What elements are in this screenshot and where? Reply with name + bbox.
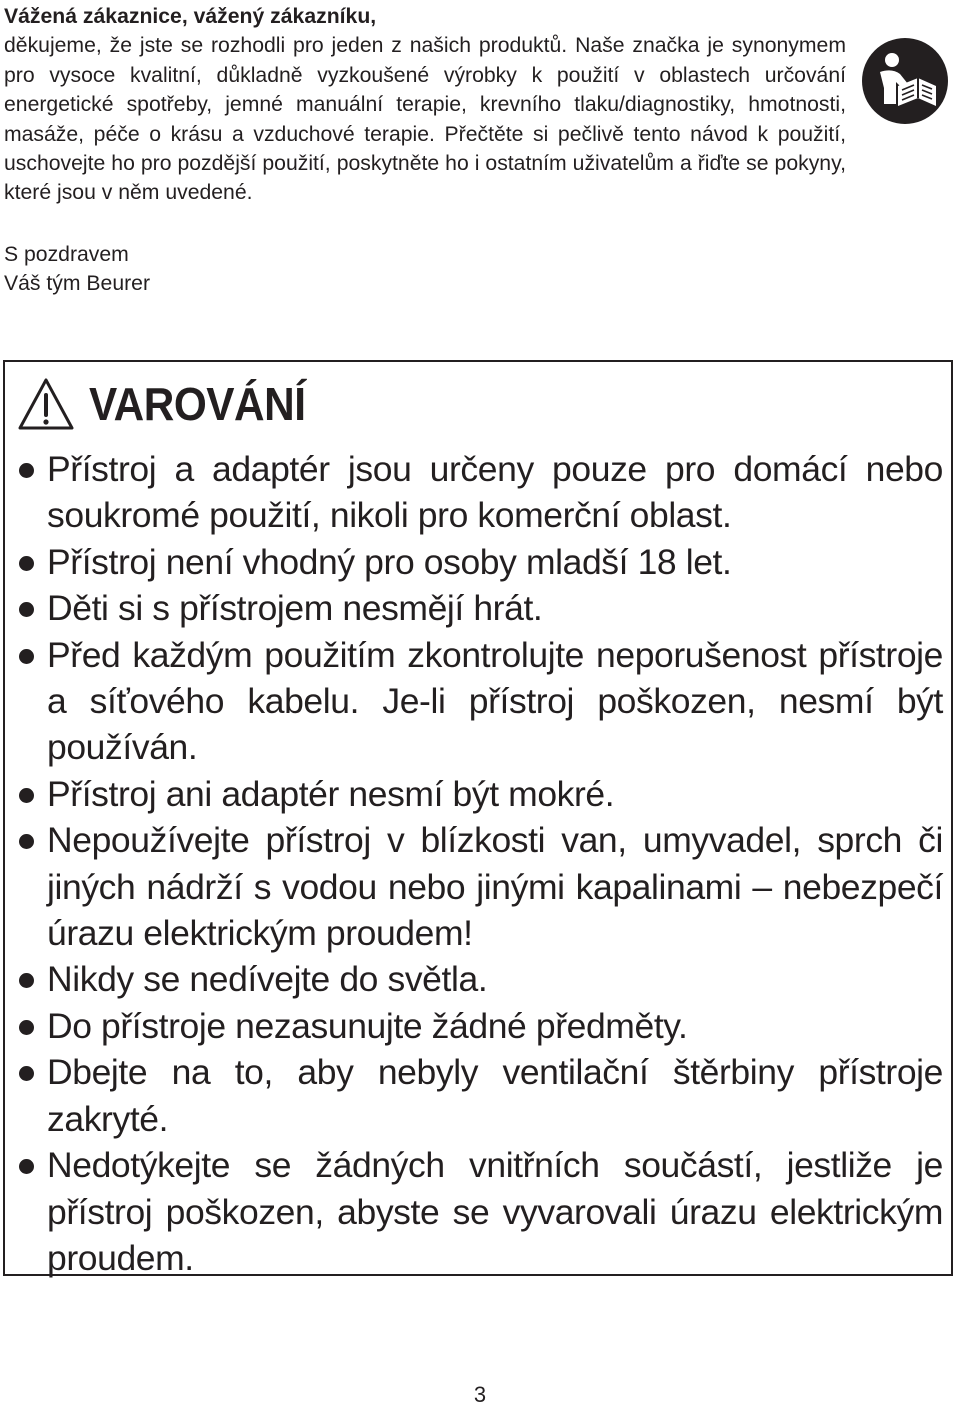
page-number: 3 <box>473 1382 487 1407</box>
warning-title: VAROVÁNÍ <box>89 378 306 430</box>
bullet-icon <box>19 463 34 478</box>
intro-heading: Vážená zákaznice, vážený zákazníku, <box>4 5 377 28</box>
intro-section <box>4 2 846 208</box>
warning-item-text: Dbejte na to, aby nebyly ventilační štěrbiny přístroje zakryté. <box>47 1052 943 1139</box>
warning-item <box>15 632 943 771</box>
bullet-icon <box>19 602 34 617</box>
bullet-icon <box>19 1020 34 1035</box>
warning-list <box>15 446 943 1281</box>
warning-item <box>15 585 943 631</box>
warning-item-text: Přístroj ani adaptér nesmí být mokré. <box>47 773 615 814</box>
greeting-line: S pozdravem <box>4 243 129 266</box>
read-manual-icon <box>862 38 948 124</box>
warning-item-text: Děti si s přístrojem nesmějí hrát. <box>47 588 543 629</box>
warning-triangle-icon <box>17 377 75 431</box>
intro-body: děkujeme, že jste se rozhodli pro jeden z našich produktů. Naše značka je synonymem pro vysoce kvalitní, důkladně vyzkoušené výrobky k použití v oblastech určování energetické spotřeby, jemné manuální terapie, krevního tlaku/diagnostiky, hmotnosti, masáže, péče o krásu a vzduchové terapie. Přečtěte si pečlivě tento návod k použití, uschovejte ho pro pozdější použití, poskytněte ho i ostatním uživatelům a řiďte se pokyny, které jsou v něm uvedené. <box>4 34 846 205</box>
warning-item-text: Nepoužívejte přístroj v blízkosti van, umyvadel, sprch či jiných nádrží s vodou nebo jinými kapalinami – nebezpečí úrazu elektrickým proudem! <box>47 820 943 954</box>
warning-item-text: Přístroj a adaptér jsou určeny pouze pro domácí nebo soukromé použití, nikoli pro komerční oblast. <box>47 449 943 536</box>
bullet-icon <box>19 788 34 803</box>
warning-item <box>15 446 943 539</box>
warning-item-text: Přístroj není vhodný pro osoby mladší 18 let. <box>47 541 732 582</box>
warning-header <box>17 374 324 434</box>
bullet-icon <box>19 973 34 988</box>
warning-item <box>15 539 943 585</box>
warning-item <box>15 1142 943 1281</box>
warning-item-text: Před každým použitím zkontrolujte neporušenost přístroje a síťového kabelu. Je-li přístroj poškozen, nesmí být používán. <box>47 634 943 768</box>
bullet-icon <box>19 649 34 664</box>
bullet-icon <box>19 556 34 571</box>
warning-item-text: Nikdy se nedívejte do světla. <box>47 959 488 1000</box>
warning-item-text: Do přístroje nezasunujte žádné předměty. <box>47 1005 688 1046</box>
warning-item-text: Nedotýkejte se žádných vnitřních součástí, jestliže je přístroj poškozen, abyste se vyvarovali úrazu elektrickým proudem. <box>47 1145 943 1278</box>
bullet-icon <box>19 1066 34 1081</box>
bullet-icon <box>19 834 34 849</box>
greeting <box>4 240 150 299</box>
warning-item <box>15 1003 943 1049</box>
warning-item <box>15 1049 943 1142</box>
warning-box <box>3 360 953 1276</box>
warning-item <box>15 817 943 956</box>
bullet-icon <box>19 1159 34 1174</box>
signature-line: Váš tým Beurer <box>4 272 151 296</box>
warning-item <box>15 956 943 1002</box>
warning-item <box>15 771 943 817</box>
